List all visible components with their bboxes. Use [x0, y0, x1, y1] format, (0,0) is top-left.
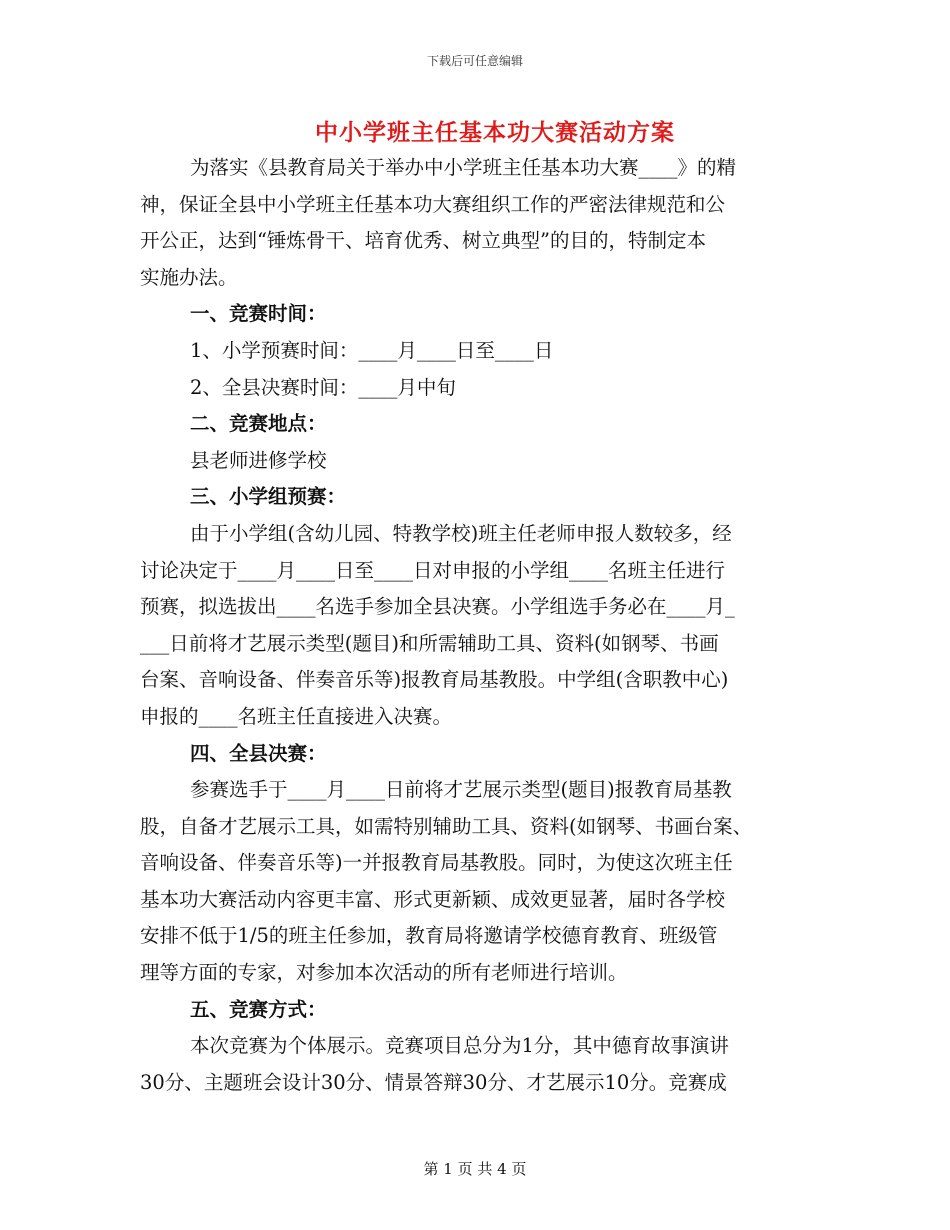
- paragraph-line: 讨论决定于____月____日至____日对申报的小学组____名班主任进行: [140, 558, 726, 582]
- paragraph-line: 实施办法。: [140, 265, 238, 289]
- paragraph-line: 安排不低于1/5的班主任参加，教育局将邀请学校德育教育、班级管: [140, 924, 718, 948]
- document-title: 中小学班主任基本功大赛活动方案: [315, 119, 675, 146]
- paragraph-line: 预赛，拟选拔出____名选手参加全县决赛。小学组选手务必在____月_: [140, 595, 735, 619]
- paragraph-line: 1、小学预赛时间：____月____日至____日: [190, 338, 554, 362]
- paragraph-line: 参赛选手于____月____日前将才艺展示类型(题目)报教育局基教: [190, 778, 732, 802]
- paragraph-line: 基本功大赛活动内容更丰富、形式更新颖、成效更显著，届时各学校: [140, 887, 726, 911]
- paragraph-line: 股，自备才艺展示工具，如需特别辅助工具、资料(如钢琴、书画台案、: [140, 814, 753, 838]
- paragraph-line: 2、全县决赛时间：____月中旬: [190, 375, 456, 399]
- paragraph-line: 台案、音响设备、伴奏音乐等)报教育局基教股。中学组(含职教中心): [140, 668, 729, 692]
- paragraph-line: ___日前将才艺展示类型(题目)和所需辅助工具、资料(如钢琴、书画: [140, 631, 719, 655]
- paragraph-line: 由于小学组(含幼儿园、特教学校)班主任老师申报人数较多，经: [190, 521, 732, 545]
- paragraph-line: 县老师进修学校: [190, 448, 327, 472]
- paragraph-line: 理等方面的专家，对参加本次活动的所有老师进行培训。: [140, 961, 628, 985]
- paragraph-line: 为落实《县教育局关于举办中小学班主任基本功大赛____》的精: [190, 156, 737, 179]
- section-heading: 二、竞赛地点：: [190, 412, 327, 436]
- paragraph-line: 开公正，达到“锤炼骨干、培育优秀、树立典型”的目的，特制定本: [140, 229, 706, 253]
- paragraph-line: 30分、主题班会设计30分、情景答辩30分、才艺展示10分。竞赛成: [140, 1070, 727, 1094]
- document-body: [140, 150, 810, 1101]
- section-heading: 三、小学组预赛：: [190, 485, 347, 509]
- paragraph-line: 音响设备、伴奏音乐等)一并报教育局基教股。同时，为使这次班主任: [140, 851, 733, 875]
- paragraph-line: 申报的____名班主任直接进入决赛。: [140, 704, 453, 728]
- paragraph-line: 本次竞赛为个体展示。竞赛项目总分为1分，其中德育故事演讲: [190, 1034, 729, 1058]
- section-heading: 五、竞赛方式：: [190, 997, 327, 1021]
- section-heading: 一、竞赛时间：: [190, 302, 327, 326]
- header-note: 下载后可任意编辑: [426, 54, 523, 68]
- paragraph-line: 神，保证全县中小学班主任基本功大赛组织工作的严密法律规范和公: [140, 192, 726, 216]
- section-heading: 四、全县决赛：: [190, 741, 327, 765]
- page-footer: 第 1 页 共 4 页: [423, 1160, 527, 1178]
